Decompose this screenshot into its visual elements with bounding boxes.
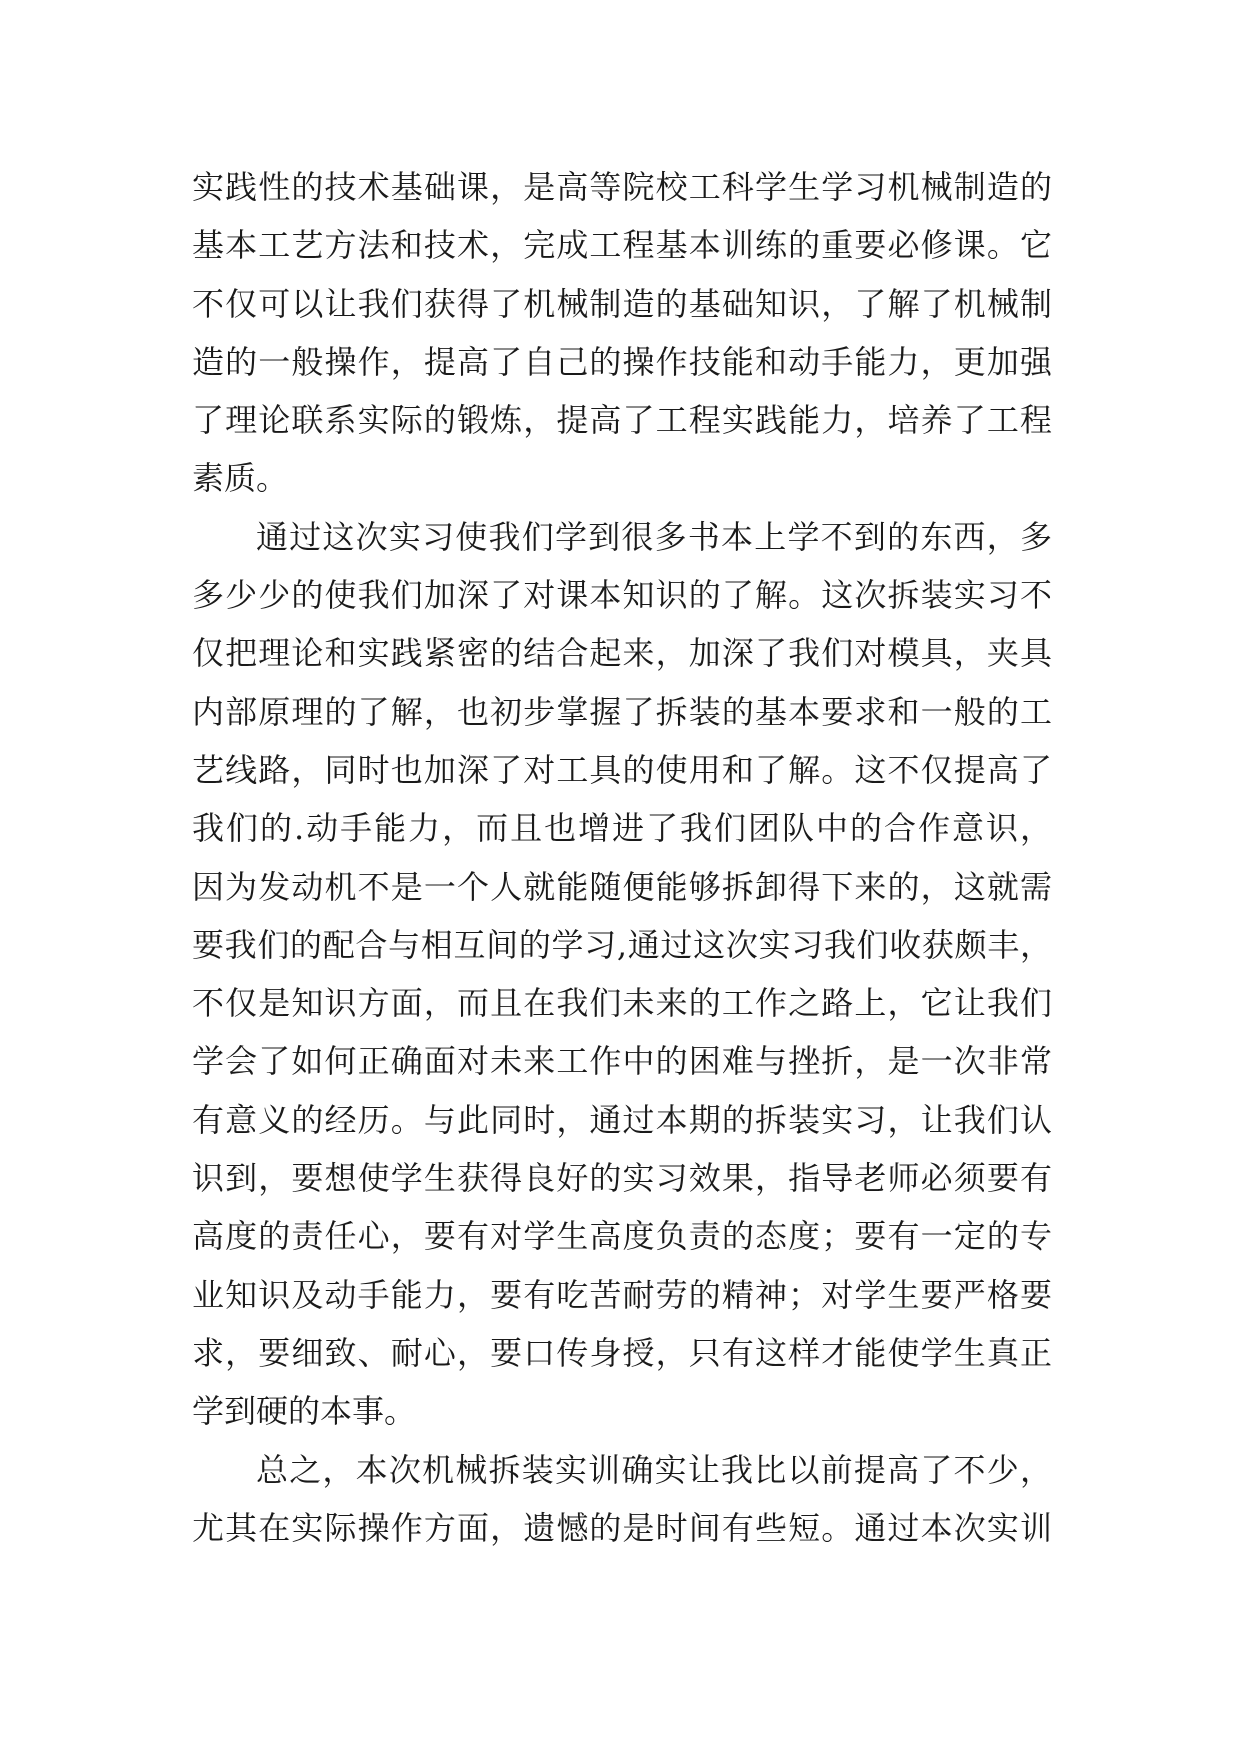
paragraph-first-line: 总之，本次机械拆装实训确实让我比以前提高了不少， xyxy=(256,1450,1052,1489)
text-line: 了理论联系实际的锻炼，提高了工程实践能力，培养了工程 xyxy=(192,401,1052,440)
text-line: 尤其在实际操作方面，遗憾的是时间有些短。通过本次实训 xyxy=(192,1508,1052,1547)
text-line: 我们的.动手能力，而且也增进了我们团队中的合作意识， xyxy=(192,809,1052,848)
paragraph-first-line: 通过这次实习使我们学到很多书本上学不到的东西，多 xyxy=(256,517,1052,556)
text-line: 内部原理的了解，也初步掌握了拆装的基本要求和一般的工 xyxy=(192,692,1052,731)
text-line: 学到硬的本事。 xyxy=(192,1392,417,1431)
text-line: 识到，要想使学生获得良好的实习效果，指导老师必须要有 xyxy=(192,1159,1052,1198)
text-line: 因为发动机不是一个人就能随便能够拆卸得下来的，这就需 xyxy=(192,867,1052,906)
text-line: 多少少的使我们加深了对课本知识的了解。这次拆装实习不 xyxy=(192,576,1052,615)
text-line: 不仅可以让我们获得了机械制造的基础知识，了解了机械制 xyxy=(192,284,1052,323)
text-line: 有意义的经历。与此同时，通过本期的拆装实习，让我们认 xyxy=(192,1100,1052,1139)
body-text xyxy=(192,158,1052,1557)
text-line: 实践性的技术基础课，是高等院校工科学生学习机械制造的 xyxy=(192,168,1052,206)
text-line: 要我们的配合与相互间的学习,通过这次实习我们收获颇丰， xyxy=(192,925,1052,964)
text-line: 素质。 xyxy=(192,459,289,498)
text-line: 求，要细致、耐心，要口传身授，只有这样才能使学生真正 xyxy=(192,1333,1052,1372)
text-line: 基本工艺方法和技术，完成工程基本训练的重要必修课。它 xyxy=(192,226,1052,265)
text-line: 艺线路，同时也加深了对工具的使用和了解。这不仅提高了 xyxy=(192,750,1052,789)
text-line: 造的一般操作，提高了自己的操作技能和动手能力，更加强 xyxy=(192,342,1052,381)
text-line: 业知识及动手能力，要有吃苦耐劳的精神；对学生要严格要 xyxy=(192,1275,1052,1314)
text-line: 高度的责任心，要有对学生高度负责的态度；要有一定的专 xyxy=(192,1217,1052,1256)
text-line: 学会了如何正确面对未来工作中的困难与挫折，是一次非常 xyxy=(192,1042,1052,1081)
text-line: 不仅是知识方面，而且在我们未来的工作之路上，它让我们 xyxy=(192,984,1052,1023)
text-line: 仅把理论和实践紧密的结合起来，加深了我们对模具，夹具 xyxy=(192,634,1052,673)
